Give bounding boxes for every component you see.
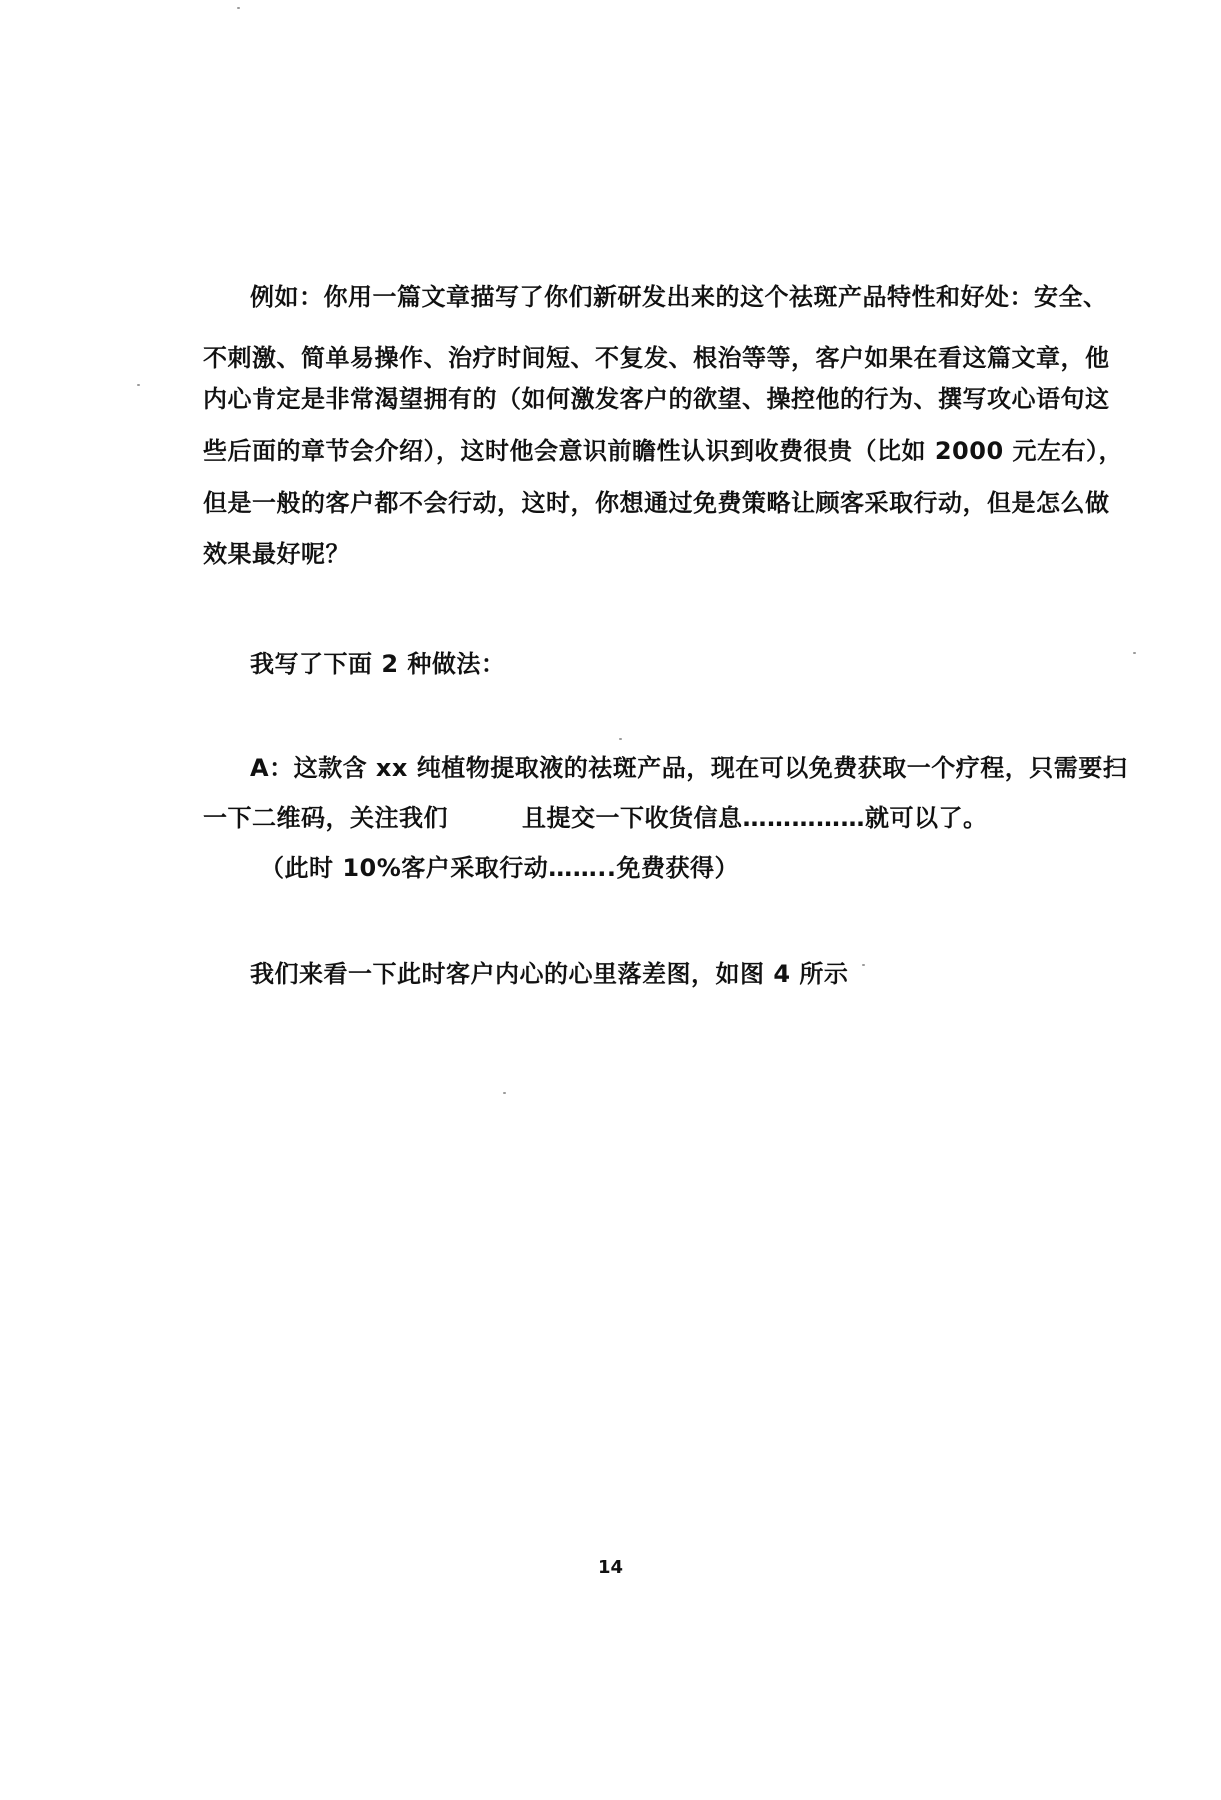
scan-speck: [503, 1092, 506, 1094]
scan-speck: [1133, 652, 1136, 654]
method-a-line-1: A：这款含 xx 纯植物提取液的祛斑产品，现在可以免费获取一个疗程，只需要扫: [250, 754, 1128, 782]
paragraph-example-line-5: 但是一般的客户都不会行动，这时，你想通过免费策略让顾客采取行动，但是怎么做: [203, 489, 1110, 517]
method-a-line-2-start: 一下二维码，关注我们: [203, 804, 448, 832]
scan-speck: [619, 738, 622, 740]
method-a-note: （此时 10%客户采取行动……..免费获得）: [260, 854, 740, 882]
method-a-line-2-end: 且提交一下收货信息……………就可以了。: [522, 804, 988, 832]
figure-reference: 我们来看一下此时客户内心的心里落差图，如图 4 所示: [250, 960, 849, 988]
scan-speck: [237, 7, 240, 9]
paragraph-example-line-2: 不刺激、简单易操作、治疗时间短、不复发、根治等等，客户如果在看这篇文章，他: [203, 344, 1110, 372]
scan-speck: [137, 384, 140, 386]
page-number: 14: [597, 1557, 624, 1578]
intro-methods: 我写了下面 2 种做法：: [250, 650, 506, 678]
paragraph-example-line-1: 例如：你用一篇文章描写了你们新研发出来的这个祛斑产品特性和好处：安全、: [250, 283, 1108, 311]
paragraph-example-line-4: 些后面的章节会介绍），这时他会意识前瞻性认识到收费很贵（比如 2000 元左右），: [203, 437, 1124, 465]
scan-speck: [862, 964, 865, 966]
paragraph-example-line-3: 内心肯定是非常渴望拥有的（如何激发客户的欲望、操控他的行为、撰写攻心语句这: [203, 385, 1110, 413]
paragraph-example-line-6: 效果最好呢？: [203, 540, 350, 568]
